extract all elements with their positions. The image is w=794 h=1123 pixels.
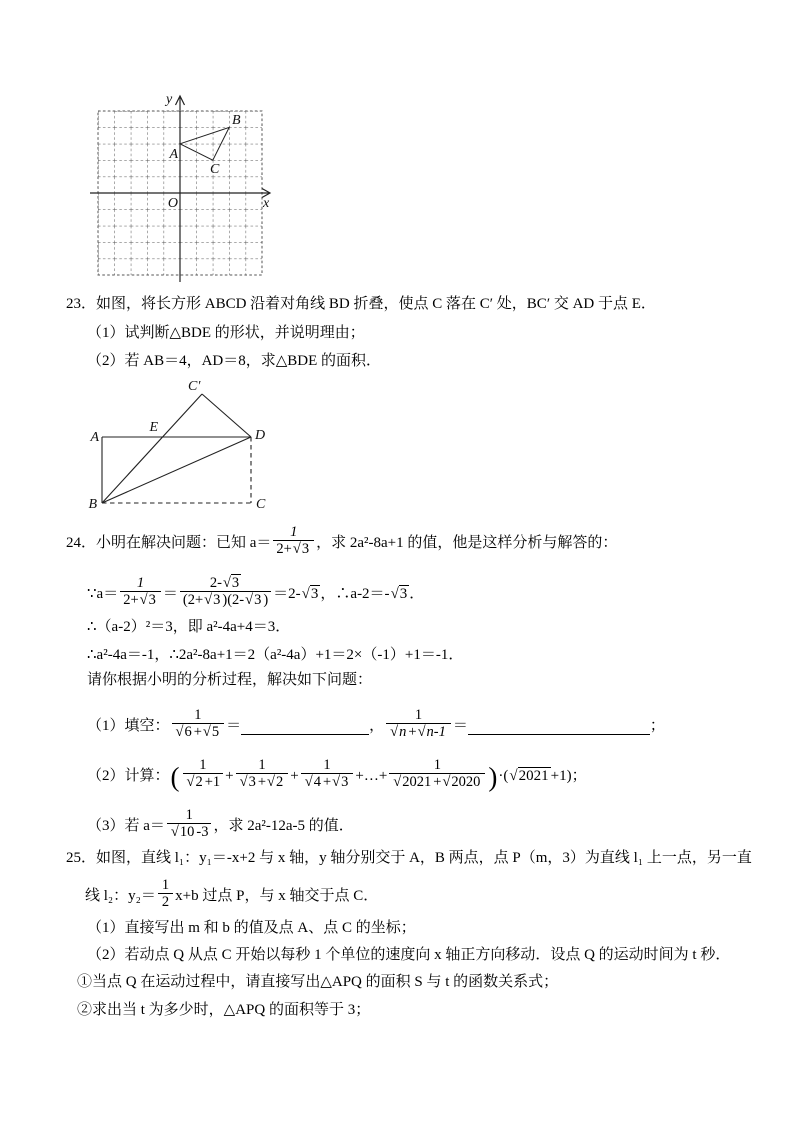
comma: ， — [369, 718, 385, 735]
radicand: 2021 — [518, 768, 549, 785]
x-axis-label: x — [263, 196, 270, 211]
radical-sign: √ — [175, 724, 184, 741]
fraction-numerator: 1 — [185, 807, 193, 823]
radicand: 3 — [399, 586, 408, 603]
den-text: 2+ — [123, 592, 139, 609]
radical-sign: √ — [239, 774, 248, 791]
fraction-denominator — [273, 540, 314, 557]
fraction-denominator — [386, 723, 451, 740]
plus-sign: + — [257, 774, 267, 791]
fraction — [167, 807, 212, 840]
fraction-numerator — [180, 575, 271, 591]
fraction-denominator — [120, 591, 161, 608]
q2-end: +1) — [550, 768, 572, 785]
sqrt — [170, 823, 196, 840]
edge-cprime-d — [202, 394, 251, 437]
fraction — [183, 757, 224, 790]
fraction-numerator: 1 — [161, 877, 170, 893]
radical-sign: √ — [202, 724, 211, 741]
radical-sign: √ — [267, 774, 276, 791]
step1-pre: ∵a＝ — [87, 586, 119, 603]
fraction — [273, 524, 314, 557]
vertex-a-label: A — [169, 147, 178, 162]
p24-q1 — [87, 702, 665, 741]
sqrt — [304, 773, 323, 790]
label-c: C — [256, 497, 266, 512]
radical-sign: √ — [186, 774, 195, 791]
sqrt — [186, 773, 205, 790]
p24-step4: 请你根据小明的分析过程，解决如下问题： — [87, 672, 373, 688]
equals: ＝ — [226, 718, 242, 735]
radicand: 3 — [213, 592, 221, 609]
sqrt — [202, 723, 221, 740]
radical-sign: √ — [304, 774, 313, 791]
sqrt — [390, 585, 410, 603]
radicand: 3 — [301, 541, 310, 558]
plus-sign: + — [193, 724, 202, 741]
fraction — [158, 877, 173, 910]
radicand: 2 — [195, 774, 203, 791]
sqrt — [301, 585, 321, 603]
p23-statement: 23．如图，将长方形 ABCD 沿着对角线 BD 折叠，使点 C 落在 C′ 处，BC′ 交 AD 于点 E． — [66, 296, 656, 312]
fraction-numerator: 1 — [136, 575, 145, 591]
radical-sign: √ — [139, 592, 148, 609]
fraction-numerator: 1 — [290, 524, 298, 540]
fraction-denominator — [167, 823, 212, 840]
sqrt — [389, 723, 408, 740]
origin-label: O — [167, 196, 178, 211]
p25-line2-post: x+b 过点 P，与 x 轴交于点 C． — [175, 888, 379, 905]
p25-sub2: ②求出当 t 为多少时，△APQ 的面积等于 3； — [77, 1002, 371, 1018]
fraction-numerator: 1 — [323, 757, 331, 773]
p24-step2: ∴（a-2）²＝3，即 a²-4a+4＝3． — [87, 619, 291, 635]
radicand: 3 — [231, 575, 240, 591]
fraction-denominator — [389, 773, 485, 790]
label-c-prime: C′ — [188, 379, 201, 394]
label-e: E — [149, 420, 158, 435]
fraction — [301, 757, 354, 790]
num-text: 2- — [209, 575, 222, 591]
label-d: D — [255, 428, 266, 443]
ellipsis-plus: +…+ — [355, 768, 388, 785]
radical-sign: √ — [393, 774, 402, 791]
answer-blank — [468, 719, 650, 735]
answer-blank — [241, 719, 369, 735]
open-paren: ( — [170, 762, 180, 793]
sqrt — [175, 723, 194, 740]
p24-statement — [66, 519, 618, 558]
radical-sign: √ — [332, 774, 341, 791]
sqrt — [292, 540, 311, 557]
fraction-denominator — [180, 591, 271, 608]
plus-sign: + — [225, 768, 234, 785]
sqrt — [508, 767, 550, 785]
radical-sign: √ — [170, 824, 179, 841]
den-text: )(2- — [222, 592, 245, 609]
fraction — [180, 575, 271, 608]
p24-step1 — [87, 570, 425, 609]
den-text: 2+ — [276, 541, 292, 558]
fraction-numerator: 1 — [199, 757, 207, 773]
label-b: B — [88, 497, 97, 512]
p24-q3 — [87, 802, 354, 841]
fraction-numerator: 1 — [433, 757, 441, 773]
sqrt — [417, 723, 448, 740]
vertex-c-label: C — [210, 162, 220, 177]
radicand: 2020 — [451, 774, 481, 791]
equals: ＝ — [452, 718, 468, 735]
fraction-numerator: 1 — [258, 757, 266, 773]
step1-mid: ，∴a-2＝- — [320, 586, 390, 603]
den-text: -3 — [196, 824, 209, 841]
semicolon: ； — [649, 718, 665, 735]
fraction — [172, 707, 225, 740]
fraction-denominator — [301, 773, 354, 790]
radical-sign: √ — [222, 575, 231, 591]
radicand: 3 — [248, 774, 256, 791]
radical-sign: √ — [442, 774, 451, 791]
fraction-denominator — [183, 773, 224, 790]
p24-intro-pre: 24．小明在解决问题：已知 a＝ — [66, 535, 272, 552]
den-text: ) — [263, 592, 269, 609]
fraction-denominator — [236, 773, 289, 790]
p23-item2: （2）若 AB＝4，AD＝8，求△BDE 的面积． — [87, 353, 382, 369]
cdot-open: ·( — [498, 768, 509, 785]
sqrt — [203, 591, 222, 608]
p25-statement-line2 — [85, 872, 379, 911]
close-paren: ) — [488, 762, 498, 793]
p25-item1: （1）直接写出 m 和 b 的值及点 A、点 C 的坐标； — [87, 920, 416, 936]
sqrt — [266, 773, 285, 790]
plus-sign: + — [322, 774, 332, 791]
radicand: n-1 — [426, 724, 446, 741]
semicolon: ； — [571, 768, 587, 785]
q1-pre: （1）填空： — [87, 718, 170, 735]
q3-post: ，求 2a²-12a-5 的值． — [213, 818, 354, 835]
p25-item2: （2）若动点 Q 从点 C 开始以每秒 1 个单位的速度向 x 轴正方向移动．设点 Q 的运动时间为 t 秒． — [87, 947, 731, 963]
sqrt — [139, 591, 158, 608]
sqrt — [331, 773, 350, 790]
fraction-numerator: 1 — [194, 707, 202, 723]
sqrt — [392, 773, 433, 790]
radicand: 2 — [276, 774, 284, 791]
fraction-denominator: 2 — [158, 893, 173, 910]
radical-sign: √ — [390, 724, 399, 741]
vertex-b-label: B — [232, 113, 241, 128]
label-a: A — [90, 430, 99, 445]
fraction — [386, 707, 451, 740]
radical-sign: √ — [204, 592, 213, 609]
radicand: 3 — [310, 586, 319, 603]
figure-coordinate-grid — [88, 90, 283, 290]
p24-step3: ∴a²-4a＝-1，∴2a²-8a+1＝2（a²-4a）+1＝2×（-1）+1＝-1． — [87, 647, 464, 663]
plus-sign: + — [290, 768, 299, 785]
plus-sign: + — [433, 774, 442, 791]
p25-statement-line1: 25．如图，直线 l₁：y₁＝-x+2 与 x 轴，y 轴分别交于 A，B 两点，点 P（m，3）为直线 l₁ 上一点，另一直 — [66, 850, 752, 866]
radical-sign: √ — [509, 768, 518, 785]
radical-sign: √ — [417, 724, 426, 741]
radicand: 10 — [179, 824, 195, 841]
radical-sign: √ — [301, 586, 310, 603]
radicand: 5 — [211, 724, 220, 741]
den-text: +1 — [204, 774, 221, 791]
edge-b-cprime — [102, 394, 202, 503]
diagonal-bd — [102, 437, 251, 503]
p24-q2 — [87, 752, 587, 793]
radicand: 2021 — [402, 774, 432, 791]
radicand: 3 — [148, 592, 156, 609]
q2-pre: （2）计算： — [87, 768, 170, 785]
p23-item1: （1）试判断△BDE 的形状，并说明理由； — [87, 325, 365, 341]
q3-pre: （3）若 a＝ — [87, 818, 165, 835]
sqrt — [244, 591, 263, 608]
fraction-numerator: 1 — [414, 707, 423, 723]
p24-intro-post: ，求 2a²-8a+1 的值，他是这样分析与解答的： — [316, 535, 618, 552]
radical-sign: √ — [390, 586, 399, 603]
plus-sign: + — [408, 724, 417, 741]
y-axis-label: y — [166, 92, 173, 107]
radicand: 4 — [313, 774, 321, 791]
radicand: 3 — [254, 592, 262, 609]
p25-line2-pre: 线 l₂：y₂＝ — [85, 888, 156, 905]
radical-sign: √ — [245, 592, 254, 609]
fraction — [236, 757, 289, 790]
radicand: n — [399, 724, 407, 741]
equals: ＝ — [162, 586, 178, 603]
fraction — [389, 757, 485, 790]
fraction — [120, 575, 161, 608]
fraction-denominator — [172, 723, 225, 740]
radicand: 6 — [184, 724, 192, 741]
den-text: (2+ — [182, 592, 204, 609]
radical-sign: √ — [292, 541, 301, 558]
sqrt — [239, 773, 258, 790]
sqrt — [222, 574, 241, 591]
step1-eq2: ＝2- — [273, 586, 301, 603]
radicand: 3 — [341, 774, 349, 791]
sqrt — [441, 773, 482, 790]
step1-end: ． — [409, 586, 425, 603]
figure-folded-rectangle — [80, 378, 350, 518]
p25-sub1: ①当点 Q 在运动过程中，请直接写出△APQ 的面积 S 与 t 的函数关系式； — [77, 974, 559, 990]
